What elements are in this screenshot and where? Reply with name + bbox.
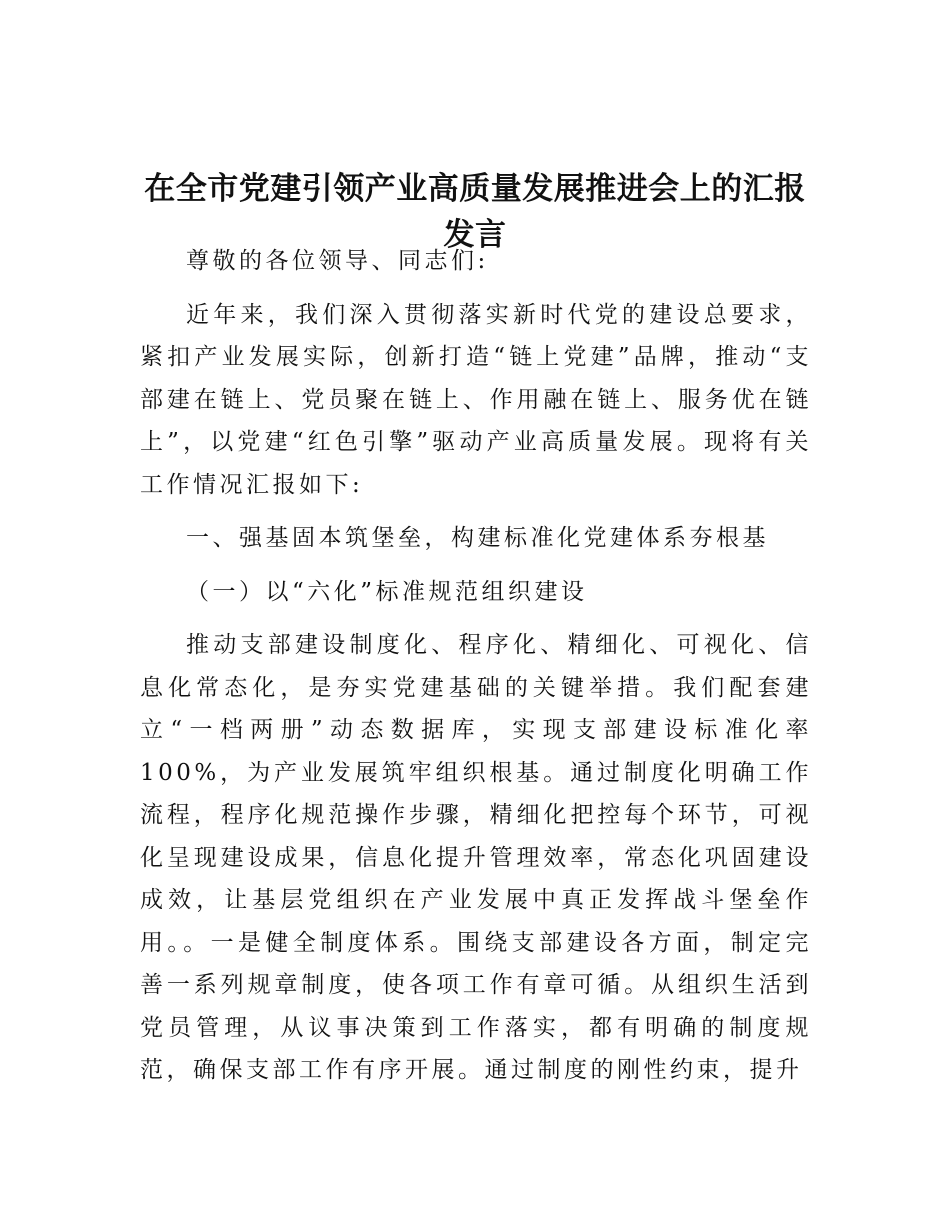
body-paragraph: 推动支部建设制度化、程序化、精细化、可视化、信息化常态化，是夯实党建基础的关键举措。我们配套建立“一档两册”动态数据库，实现支部建设标准化率 100%，为产业发展筑牢组织根基。通过制度化明确工作流程，程序化规范操作步骤，精细化把控每个环节，可视化呈现建设成果，信息化提升管理效率，常态化巩固建设成效，让基层党组织在产业发展中真正发挥战斗堡垒作用。。一是健全制度体系。围绕支部建设各方面，制定完善一系列规章制度，使各项工作有章可循。从组织生活到党员管理，从议事决策到工作落实，都有明确的制度规范，确保支部工作有序开展。通过制度的刚性约束，提升 bbox=[140, 632, 812, 1083]
document-title: 在全市党建引领产业高质量发展推进会上的汇报发言 bbox=[144, 171, 806, 253]
intro-paragraph: 近年来，我们深入贯彻落实新时代党的建设总要求，紧扣产业发展实际，创新打造“链上党建”品牌，推动“支部建在链上、党员聚在链上、作用融在链上、服务优在链上”，以党建“红色引擎”驱动产业高质量发展。现将有关工作情况汇报如下: bbox=[140, 301, 812, 498]
section-heading: 一、强基固本筑堡垒，构建标准化党建体系夯根基 bbox=[186, 525, 769, 551]
salutation: 尊敬的各位领导、同志们: bbox=[186, 248, 489, 274]
subsection-heading: （一）以“六化”标准规范组织建设 bbox=[186, 578, 588, 605]
document-body bbox=[140, 240, 812, 1092]
